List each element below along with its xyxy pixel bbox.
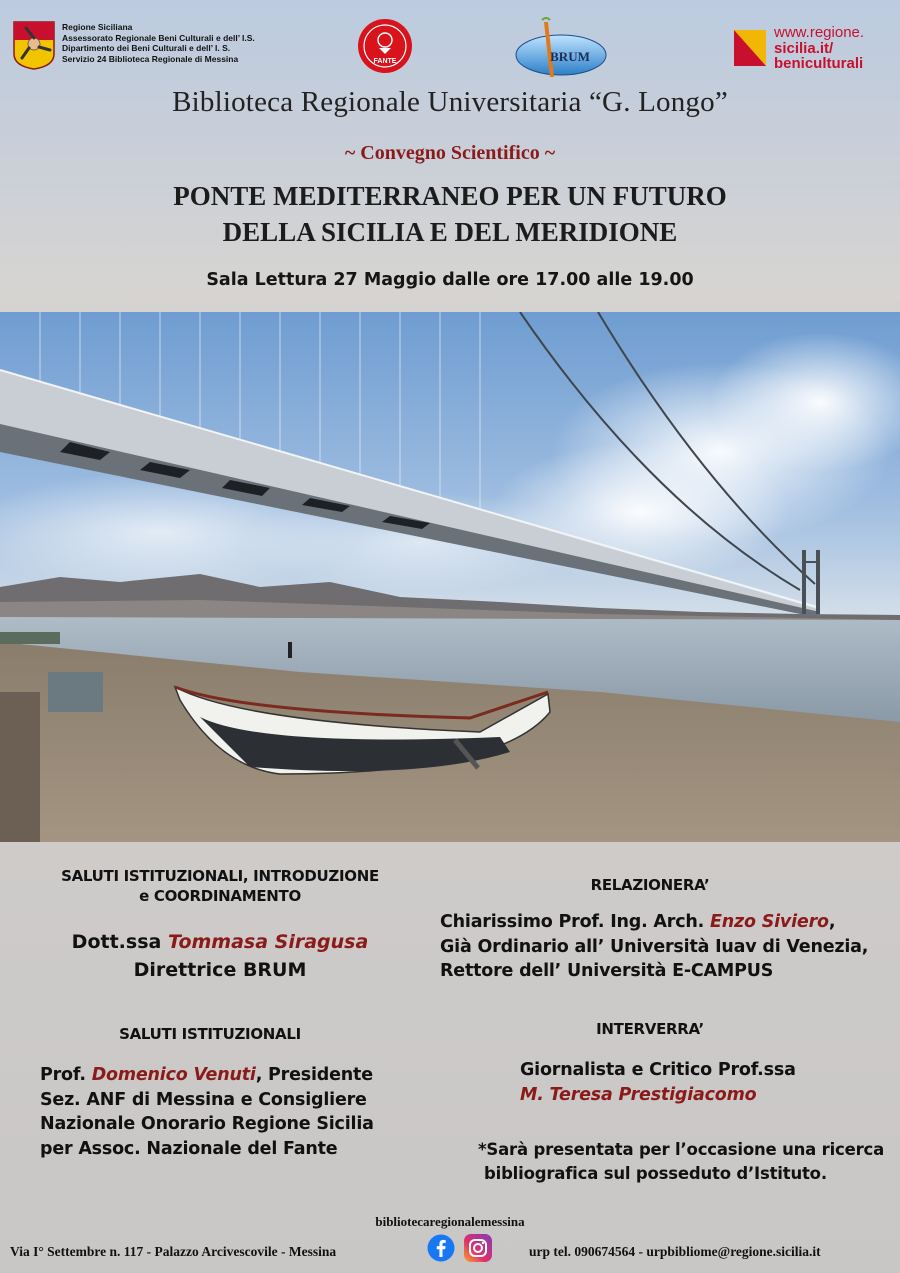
speaker-title: Dott.ssa xyxy=(71,931,168,953)
left-header-welcome-intro xyxy=(40,866,400,906)
speaker-venuti xyxy=(40,1063,420,1161)
speaker-role: , Presidente xyxy=(255,1065,373,1085)
speaker-siviero-name-line xyxy=(440,910,900,935)
regione-logo-line2: sicilia.it/ xyxy=(774,40,834,57)
left-header-line: e COORDINAMENTO xyxy=(139,887,301,905)
regione-sicilia-logo xyxy=(734,22,894,70)
speaker-siviero xyxy=(440,910,900,984)
regione-logo-line1: www.regione. xyxy=(774,24,865,41)
speaker-role-line: Sez. ANF di Messina e Consigliere xyxy=(40,1089,367,1110)
speaker-role-line: Già Ordinario all’ Università Iuav di Venezia, xyxy=(440,936,869,957)
org-block xyxy=(62,22,255,64)
brum-logo-text: BRUM xyxy=(550,49,590,64)
trinacria-logo xyxy=(12,20,56,70)
speaker-role-line: per Assoc. Nazionale del Fante xyxy=(40,1138,338,1159)
fante-association-logo xyxy=(357,18,413,74)
footer-address: Via I° Settembre n. 117 - Palazzo Arcivescovile - Messina xyxy=(10,1244,337,1259)
footer-contacts: urp tel. 090674564 - urpbibliome@regione.sicilia.it xyxy=(529,1244,821,1259)
convegno-label: ~ Convegno Scientifico ~ xyxy=(344,142,556,164)
speaker-name: Domenico Venuti xyxy=(91,1065,256,1085)
event-date: Sala Lettura 27 Maggio dalle ore 17.00 alle 19.00 xyxy=(206,270,694,290)
footer-social-handle: bibliotecaregionalemessina xyxy=(375,1214,525,1229)
speaker-prestigiacomo xyxy=(520,1058,890,1107)
right-header-speaker: RELAZIONERA’ xyxy=(590,876,710,894)
fante-logo-text: FANTE xyxy=(373,58,397,65)
speaker-name: M. Teresa Prestigiacomo xyxy=(520,1084,757,1105)
regione-logo-line3: beniculturali xyxy=(774,55,864,70)
main-title-line: DELLA SICILIA E DEL MERIDIONE xyxy=(222,217,678,247)
left-header-welcome: SALUTI ISTITUZIONALI xyxy=(119,1025,301,1043)
library-title: Biblioteca Regionale Universitaria “G. Longo” xyxy=(172,86,728,118)
research-note xyxy=(478,1138,898,1186)
bridge-photo xyxy=(0,312,900,842)
speaker-title: Prof. xyxy=(40,1065,92,1085)
org-line: Servizio 24 Biblioteca Regionale di Messina xyxy=(62,53,239,64)
org-line: Dipartimento dei Beni Culturali e dell’ I. S. xyxy=(62,43,231,53)
speaker-title: Chiarissimo Prof. Ing. Arch. xyxy=(440,912,710,932)
speaker-role-line: Nazionale Onorario Regione Sicilia xyxy=(40,1114,374,1134)
note-line: *Sarà presentata per l’occasione una ricerca xyxy=(478,1140,885,1159)
speaker-siragusa xyxy=(40,928,400,984)
left-header-line: SALUTI ISTITUZIONALI, INTRODUZIONE xyxy=(61,867,379,885)
main-title xyxy=(0,178,900,250)
org-line: Regione Siciliana xyxy=(62,22,133,32)
speaker-venuti-name-line xyxy=(40,1063,420,1088)
speaker-role-line: Giornalista e Critico Prof.ssa xyxy=(520,1060,796,1080)
main-title-line: PONTE MEDITERRANEO PER UN FUTURO xyxy=(173,181,727,211)
right-header-intervention: INTERVERRA’ xyxy=(596,1020,704,1038)
note-line: bibliografica sul posseduto d’Istituto. xyxy=(484,1164,827,1183)
speaker-siragusa-name-line xyxy=(40,928,400,956)
brum-logo xyxy=(514,17,608,79)
speaker-name: Tommasa Siragusa xyxy=(167,931,369,953)
facebook-icon[interactable] xyxy=(427,1234,455,1262)
speaker-role: Direttrice BRUM xyxy=(133,959,307,981)
instagram-icon[interactable] xyxy=(464,1234,492,1262)
org-line: Assessorato Regionale Beni Culturali e dell’ I.S. xyxy=(62,32,255,43)
punctuation: , xyxy=(828,912,836,932)
speaker-role-line: Rettore dell’ Università E-CAMPUS xyxy=(440,961,774,981)
speaker-name: Enzo Siviero xyxy=(709,912,829,932)
